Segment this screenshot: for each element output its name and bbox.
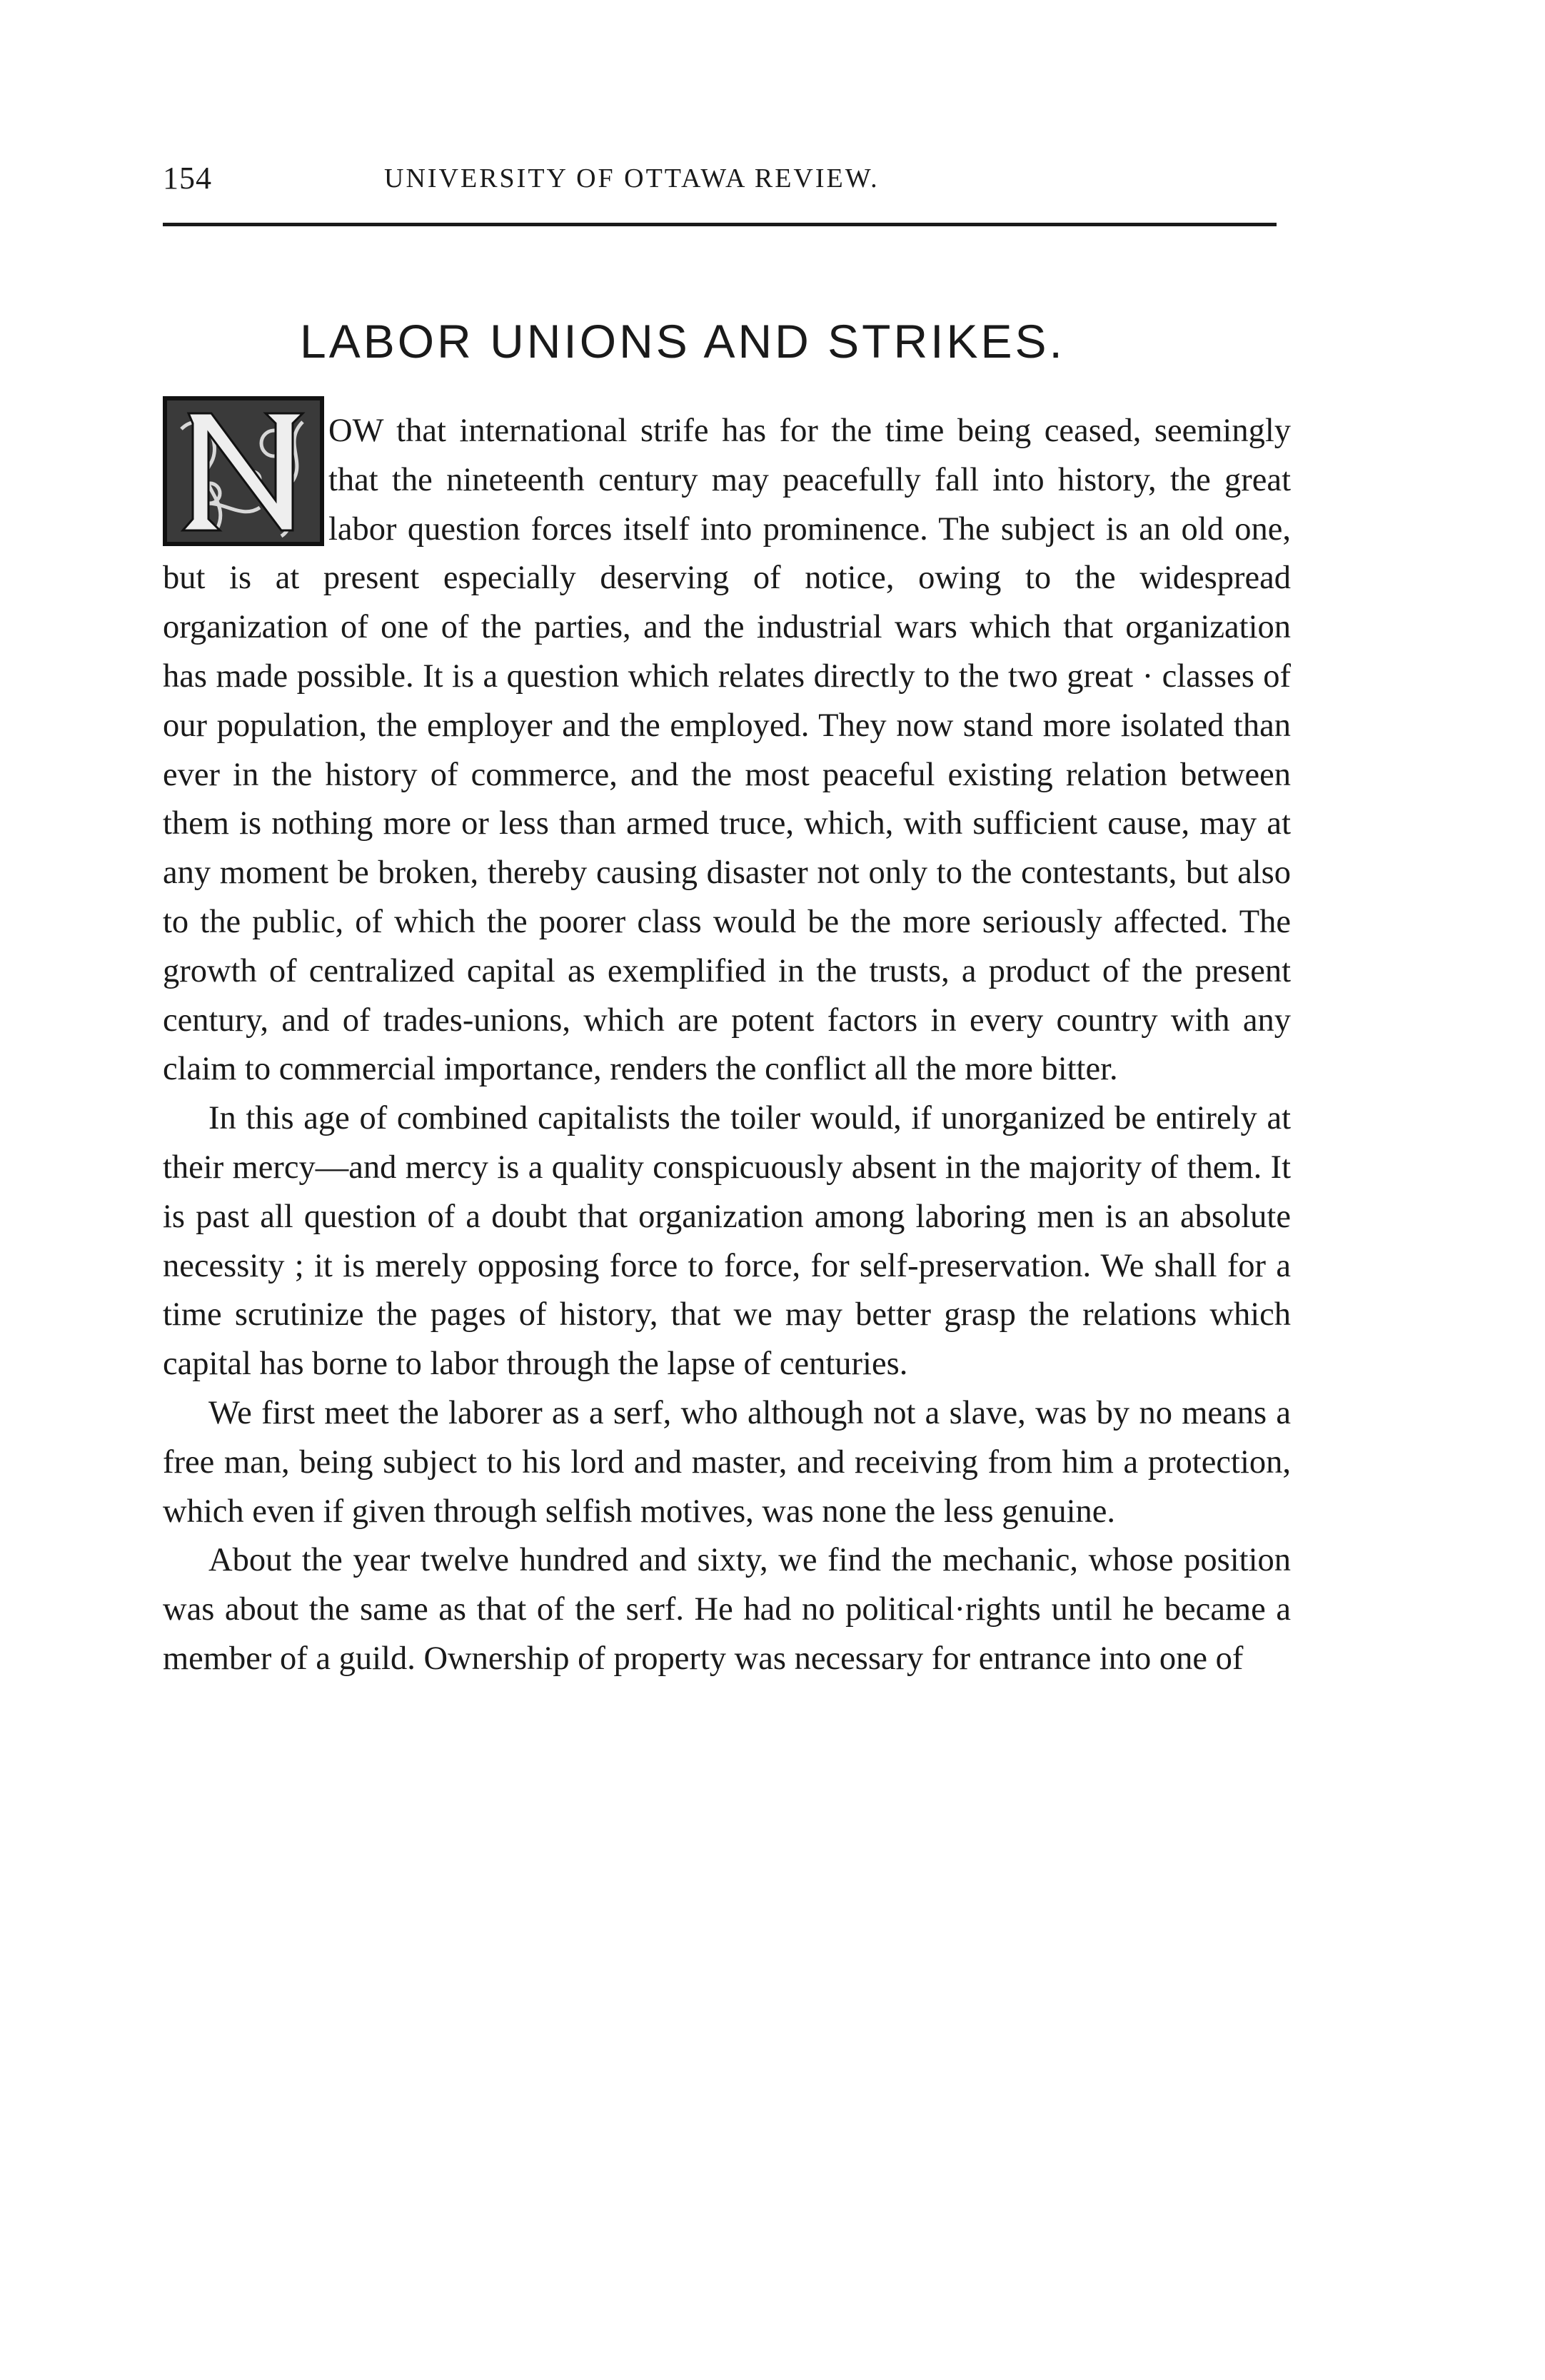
page-number: 154 [163, 161, 212, 196]
paragraph-4: About the year twelve hundred and sixty, we find the mechanic, whose position was about the same as that of the serf. He had no political·rights until he became a member of a guild. Ownership of property was necessary for entrance into one of [163, 1542, 1291, 1677]
paragraph-2: In this age of combined capitalists the toiler would, if unorganized be entirely at their mercy—and mercy is a quality conspicuously absent in the majority of them. It is past all question of a doubt that organization among laboring men is an absolute necessity ; it is merely opposing force to force, for self-preservation. We shall for a time scrutinize the pages of history, that we may better grasp the relations which capital has borne to labor through the lapse of centuries. [163, 1100, 1291, 1383]
header-rule [163, 223, 1277, 226]
article-body [163, 407, 1291, 1684]
article-title: LABOR UNIONS AND STRIKES. [300, 315, 1065, 368]
drop-cap-space [163, 407, 328, 550]
running-head [163, 160, 1305, 210]
paragraph-1 [163, 407, 1291, 1094]
paragraph-1-text: OW that international strife has for the time being ceased, seemingly that the nineteenth century may peacefully fall into history, the great labor question forces itself into prominence. The subject is an old one, but is at present especially deserving of notice, owing to the widespread organization of one of the parties, and the industrial wars which that organization has made possible. It is a question which relates directly to the two great · classes of our population, the employer and the employed. They now stand more isolated than ever in the history of commerce, and the most peaceful existing relation between them is nothing more or less than armed truce, which, with sufficient cause, may at any moment be broken, thereby causing disaster not only to the contestants, but also to the public, of which the poorer class would be the more seriously affected. The growth of centralized capital as exemplified in the trusts, a product of the present century, and of trades-unions, which are potent factors in every country with any claim to commercial importance, renders the conflict all the more bitter. [163, 413, 1291, 1088]
paragraph-3: We first meet the laborer as a serf, who although not a slave, was by no means a free man, being subject to his lord and master, and receiving from him a protection, which even if given through selfish motives, was none the less genuine. [163, 1394, 1291, 1530]
journal-title: UNIVERSITY OF OTTAWA REVIEW. [384, 163, 880, 193]
